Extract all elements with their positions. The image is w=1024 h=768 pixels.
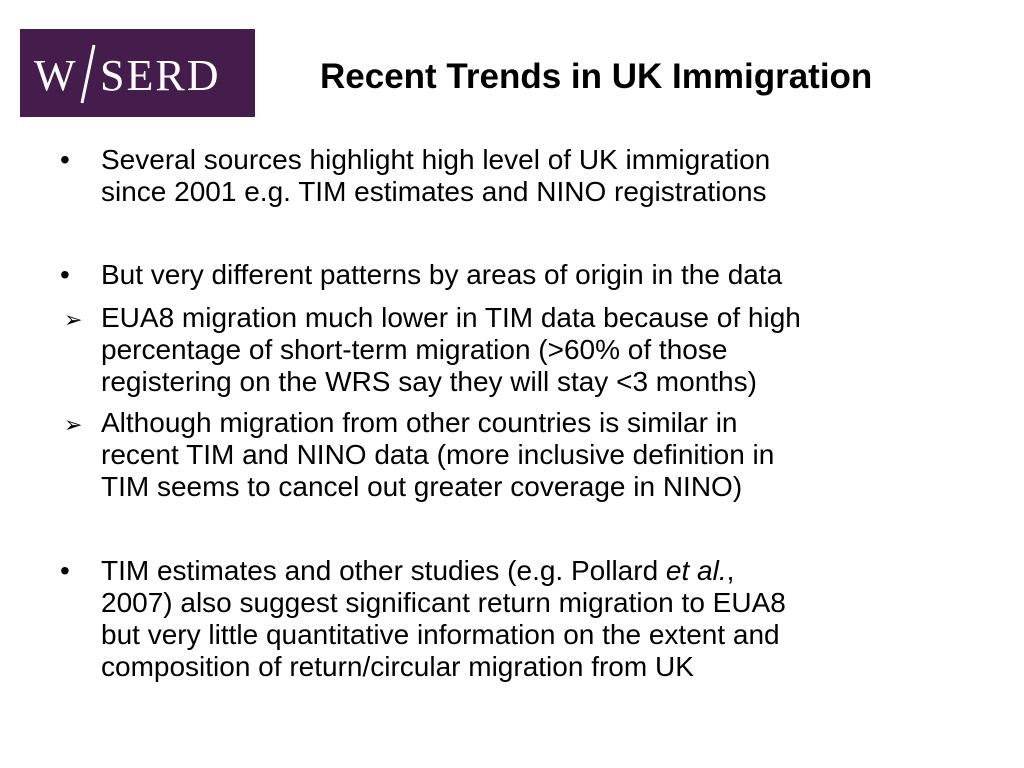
text-line: Although migration from other countries is similar in [101,407,738,438]
text-line: But very different patterns by areas of origin in the data [101,259,783,290]
text-line: EUA8 migration much lower in TIM data because of high [101,302,801,333]
bullet-marker: • [60,259,70,290]
arrow-bullet-icon: ➢ [64,412,83,437]
text-line: percentage of short-term migration (>60% of those [101,334,728,365]
bullet-marker: • [60,555,70,586]
text-line: composition of return/circular migration from UK [101,651,694,682]
bullet-text [101,259,782,291]
arrow-bullet-icon: ➢ [64,307,83,332]
italic-citation: et al. [665,555,727,586]
text-line: 2007) also suggest significant return migration to EUA8 [101,587,786,618]
bullet-text [101,555,786,683]
bullet-marker: • [60,144,70,175]
wiserd-logo-mark [20,29,255,117]
wiserd-logo [20,29,255,117]
text-line: since 2001 e.g. TIM estimates and NINO registrations [101,176,767,207]
text-segment: , [726,555,735,586]
slide-title: Recent Trends in UK Immigration [320,57,873,96]
bullet-text [101,144,770,208]
svg-text:W: W [34,51,77,100]
text-line: TIM seems to cancel out greater coverage in NINO) [101,471,743,502]
text-line: recent TIM and NINO data (more inclusive definition in [101,439,775,470]
text-line: but very little quantitative information on the extent and [101,619,780,650]
text-line: registering on the WRS say they will stay <3 months) [101,366,757,397]
arrow-item-text [101,302,801,398]
text-segment: TIM estimates and other studies (e.g. Pollard [101,555,666,586]
svg-text:SERD: SERD [100,51,221,100]
text-line [101,555,786,587]
text-line: Several sources highlight high level of UK immigration [101,144,771,175]
arrow-item-text [101,407,774,503]
